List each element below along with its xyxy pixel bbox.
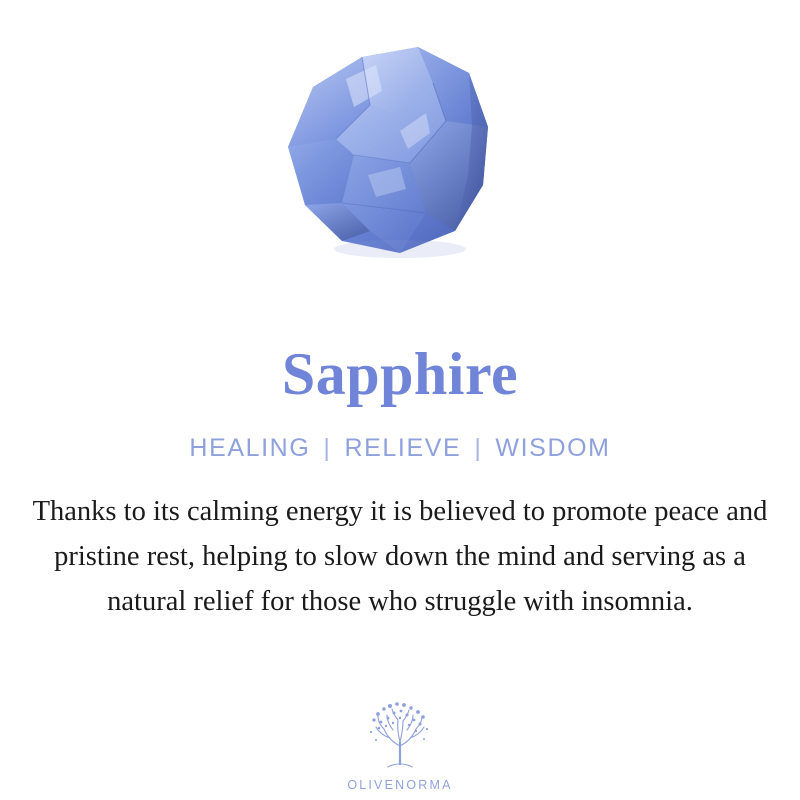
- keyword-separator: |: [323, 434, 332, 462]
- keyword-healing: HEALING: [189, 434, 311, 462]
- keyword-list: [189, 434, 610, 463]
- sapphire-rough-crystal-icon: [250, 35, 550, 285]
- brand-name: OLIVENORMA: [347, 778, 453, 792]
- gemstone-image-area: [0, 0, 800, 320]
- tree-of-life-icon: [357, 698, 443, 778]
- page-title: Sapphire: [281, 341, 519, 407]
- gemstone-image: [250, 35, 550, 285]
- keyword-relieve: RELIEVE: [344, 434, 462, 462]
- description-text: Thanks to its calming energy it is believed to promote peace and pristine rest, helping to slow down the mind and serving as a natural relief for those who struggle with insomnia.: [32, 496, 768, 617]
- keyword-wisdom: WISDOM: [495, 434, 611, 462]
- keyword-separator: |: [474, 434, 483, 462]
- brand-logo: [0, 698, 800, 792]
